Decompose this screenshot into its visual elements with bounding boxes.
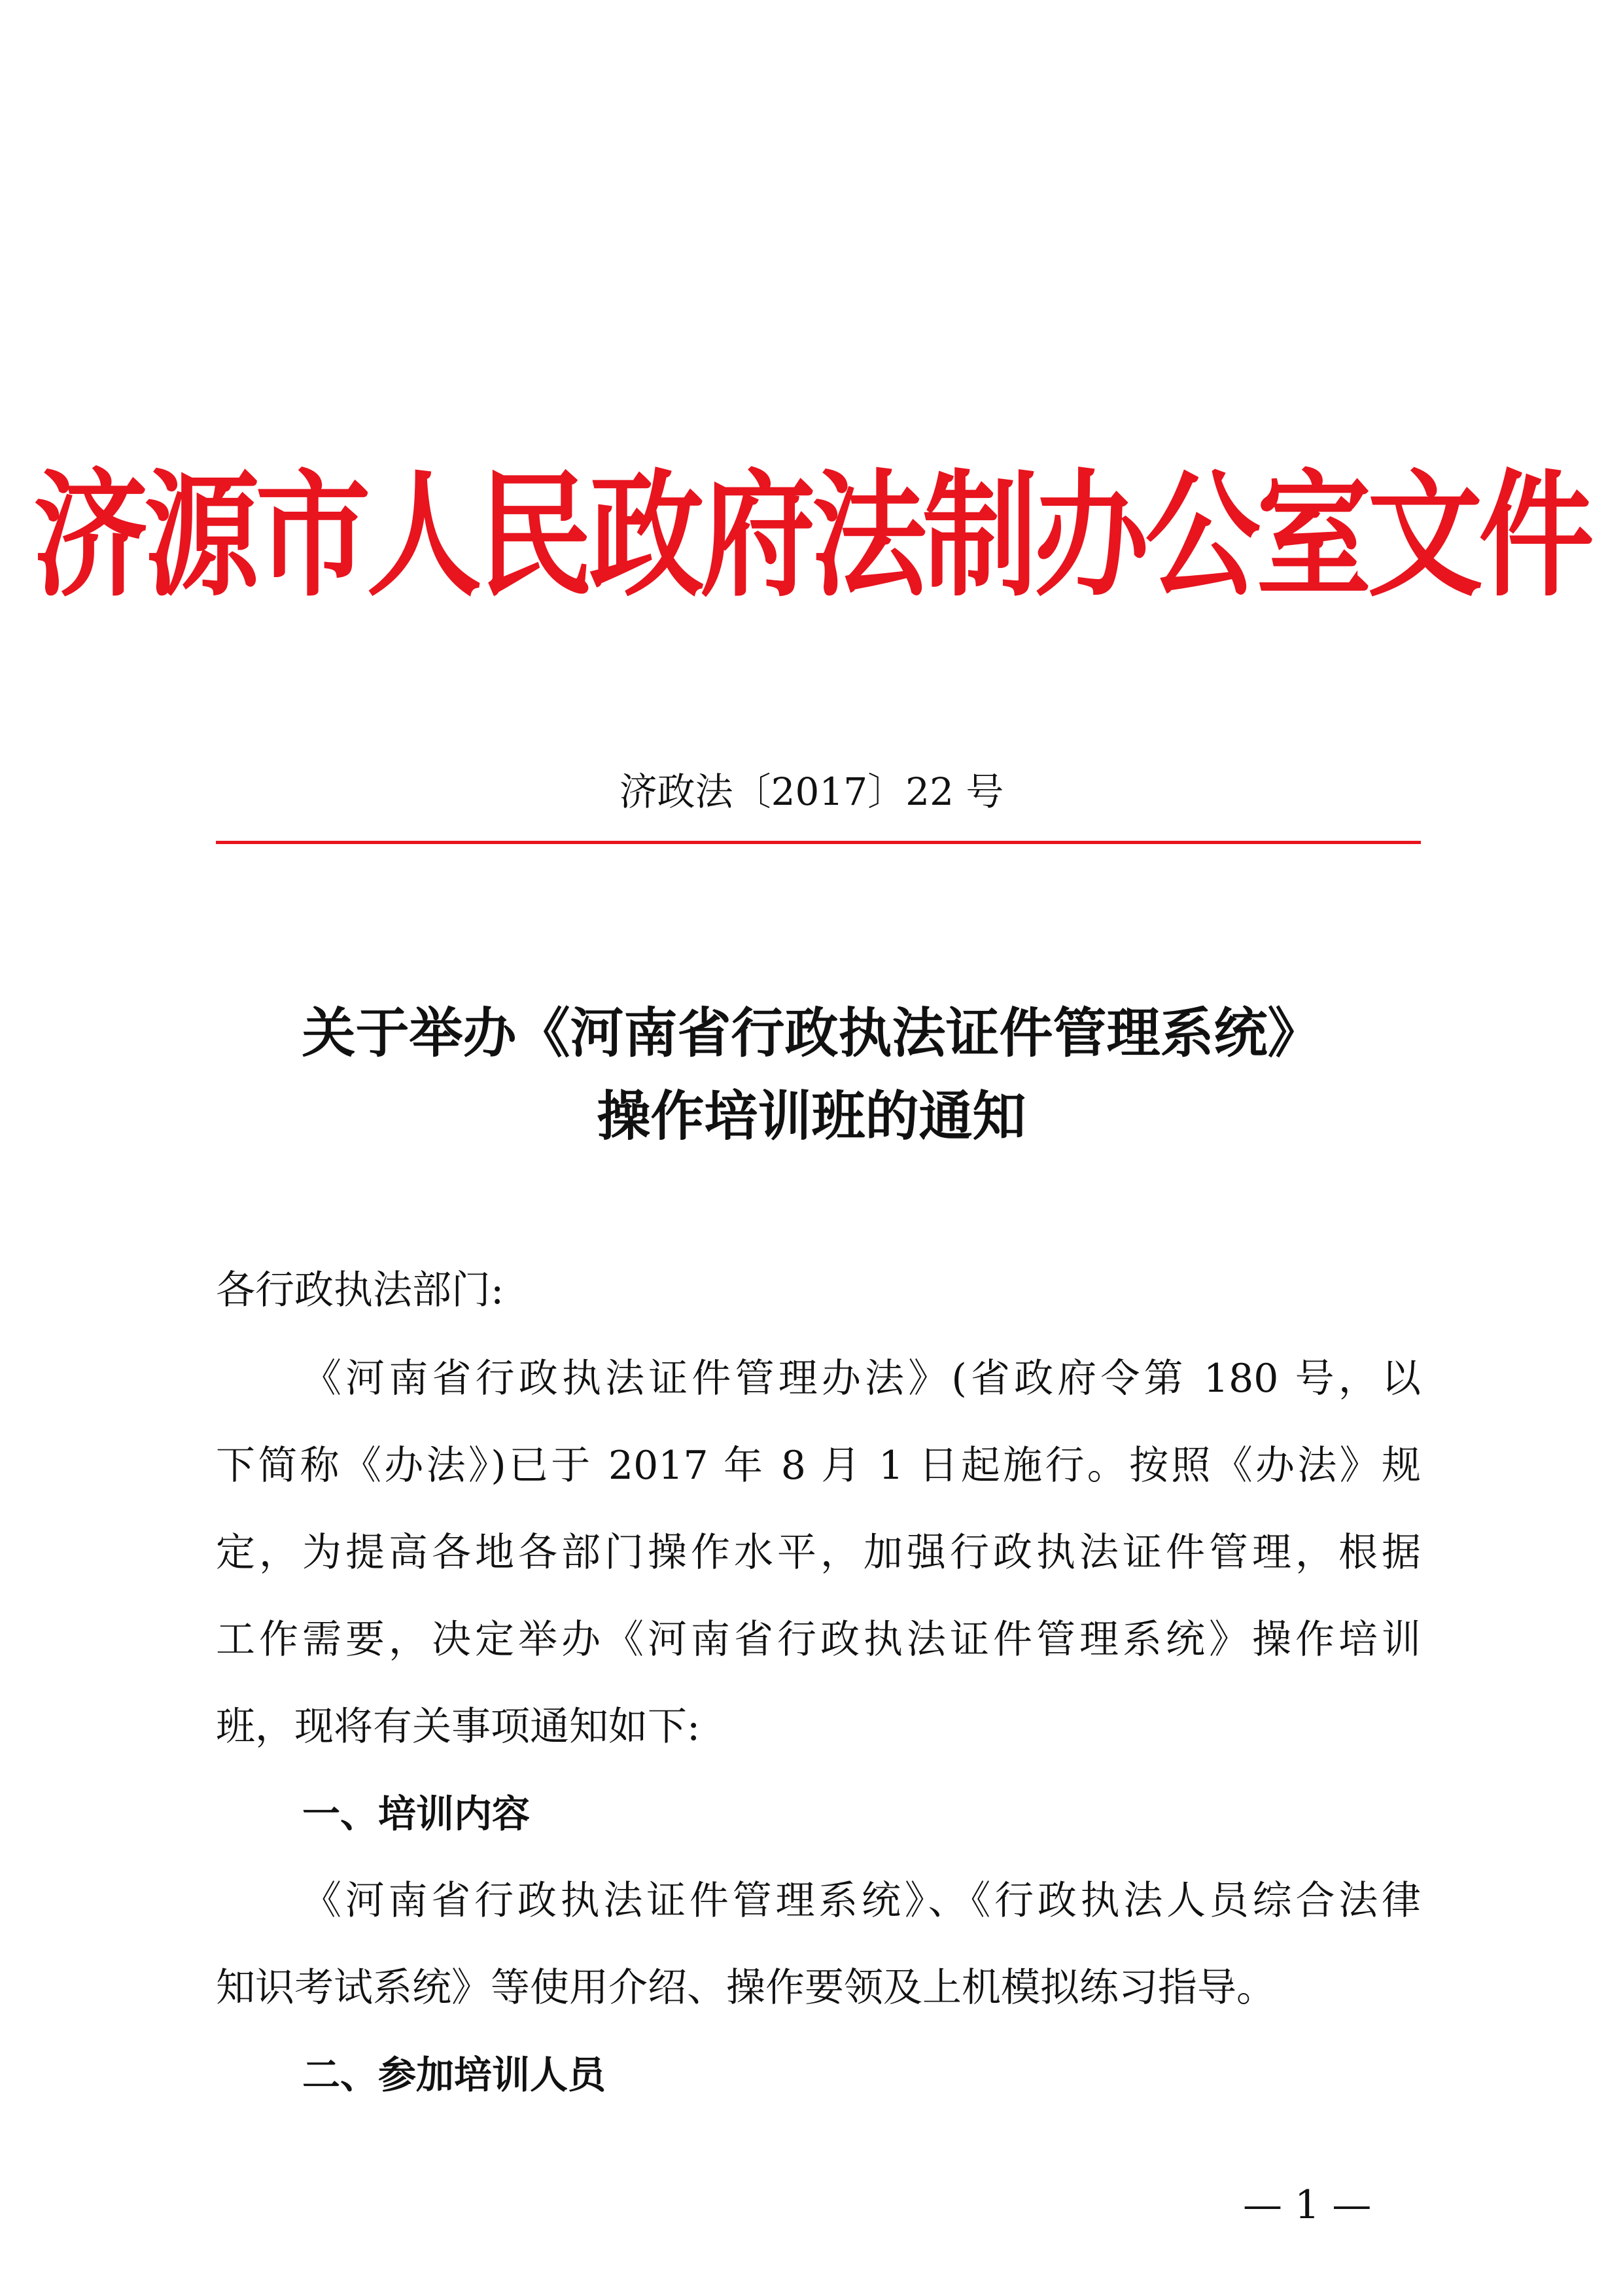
section-1-line-2: 知识考试系统》等使用介绍、操作要领及上机模拟练习指导。 — [216, 1965, 1276, 2011]
section-2-heading: 二、参加培训人员 — [302, 2053, 606, 2097]
paragraph-1-line-5: 班，现将有关事项通知如下: — [216, 1704, 701, 1750]
red-divider-line — [216, 841, 1421, 844]
issuer-header: 济源市人民政府法制办公室文件 — [33, 457, 1590, 616]
document-number: 济政法〔2017〕22 号 — [619, 769, 1004, 814]
paragraph-1-line-4: 工作需要，决定举办《河南省行政执法证件管理系统》操作培训 — [216, 1617, 1421, 1663]
document-title-line-1: 关于举办《河南省行政执法证件管理系统》 — [302, 1002, 1321, 1065]
salutation: 各行政执法部门: — [216, 1267, 504, 1313]
paragraph-1-line-3: 定，为提高各地各部门操作水平，加强行政执法证件管理，根据 — [216, 1530, 1421, 1576]
page-number: — 1 — — [1243, 2182, 1372, 2228]
document-title-line-2: 操作培训班的通知 — [597, 1086, 1026, 1148]
paragraph-1-line-2: 下简称《办法》)已于 2017 年 8 月 1 日起施行。按照《办法》规 — [216, 1443, 1421, 1489]
section-1-heading: 一、培训内容 — [302, 1792, 531, 1836]
section-1-line-1: 《河南省行政执法证件管理系统》、《行政执法人员综合法律 — [302, 1878, 1421, 1924]
paragraph-1-line-1: 《河南省行政执法证件管理办法》(省政府令第 180 号，以 — [302, 1356, 1421, 1402]
